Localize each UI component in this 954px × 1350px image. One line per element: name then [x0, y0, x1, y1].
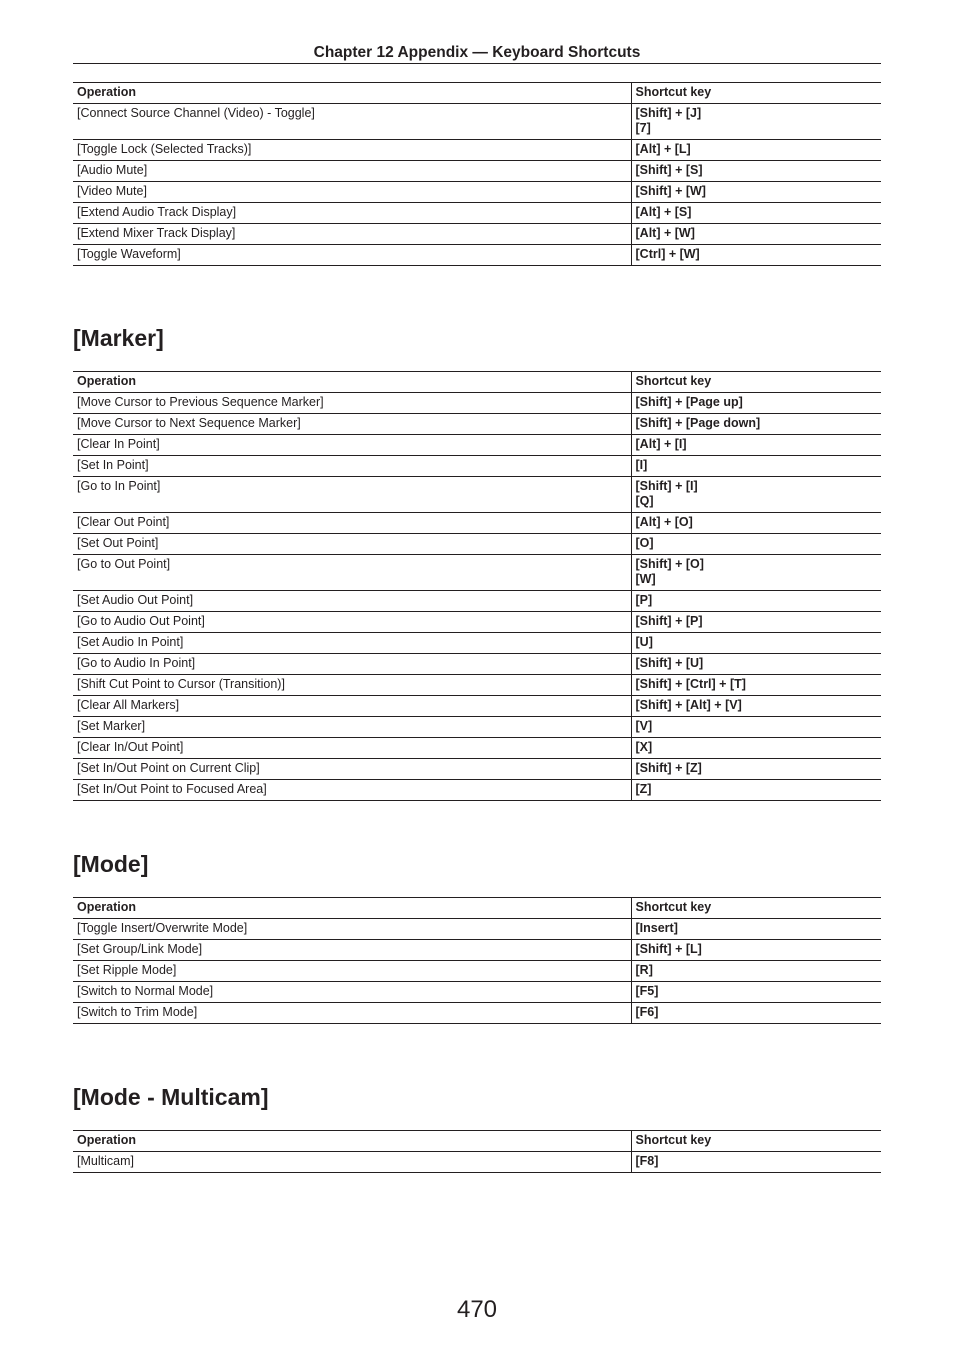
operation-cell: [Multicam] [73, 1152, 631, 1173]
operation-cell: [Go to Audio In Point] [73, 654, 631, 675]
table-row [73, 161, 881, 182]
shortcut-key: [U] [635, 635, 653, 649]
table-row [73, 780, 881, 801]
operation-cell: [Toggle Waveform] [73, 245, 631, 266]
operation-cell: [Set In/Out Point to Focused Area] [73, 780, 631, 801]
operation-column-header: Operation [73, 898, 631, 919]
shortcut-cell [631, 477, 881, 513]
shortcut-cell [631, 717, 881, 738]
operation-cell: [Connect Source Channel (Video) - Toggle] [73, 104, 631, 140]
table-row [73, 717, 881, 738]
operation-column-header: Operation [73, 372, 631, 393]
section-title-mode: [Mode] [73, 851, 149, 877]
shortcut-key: [Shift] + [Ctrl] + [T] [635, 677, 746, 691]
shortcut-column-header: Shortcut key [631, 898, 881, 919]
shortcut-key: [Shift] + [I] [635, 479, 698, 493]
shortcut-key: [Shift] + [Page up] [635, 395, 743, 409]
table-row [73, 919, 881, 940]
shortcut-cell [631, 759, 881, 780]
shortcut-cell [631, 982, 881, 1003]
table-row [73, 982, 881, 1003]
shortcut-key: [X] [635, 740, 653, 754]
table-row [73, 393, 881, 414]
table-row [73, 633, 881, 654]
table-row [73, 591, 881, 612]
operation-cell: [Switch to Trim Mode] [73, 1003, 631, 1024]
table-row [73, 696, 881, 717]
operation-cell: [Set Ripple Mode] [73, 961, 631, 982]
shortcut-cell [631, 182, 881, 203]
table-row [73, 1003, 881, 1024]
operation-cell: [Extend Mixer Track Display] [73, 224, 631, 245]
shortcut-key: [F5] [635, 984, 659, 998]
table-row [73, 654, 881, 675]
table-row [73, 759, 881, 780]
table-row [73, 961, 881, 982]
shortcut-cell [631, 1152, 881, 1173]
shortcut-cell [631, 393, 881, 414]
shortcut-column-header: Shortcut key [631, 372, 881, 393]
operation-cell: [Toggle Lock (Selected Tracks)] [73, 140, 631, 161]
chapter-header: Chapter 12 Appendix — Keyboard Shortcuts [73, 44, 881, 64]
table-row [73, 140, 881, 161]
table-row [73, 203, 881, 224]
shortcut-key: [Shift] + [Page down] [635, 416, 761, 430]
operation-cell: [Audio Mute] [73, 161, 631, 182]
shortcut-key: [Z] [635, 782, 652, 796]
shortcut-cell [631, 245, 881, 266]
shortcut-cell [631, 513, 881, 534]
shortcut-key: [Alt] + [L] [635, 142, 691, 156]
operation-cell: [Clear Out Point] [73, 513, 631, 534]
operation-cell: [Toggle Insert/Overwrite Mode] [73, 919, 631, 940]
shortcut-key: [Shift] + [U] [635, 656, 704, 670]
shortcut-cell [631, 738, 881, 759]
shortcut-column-header: Shortcut key [631, 1131, 881, 1152]
shortcut-key: [Shift] + [P] [635, 614, 703, 628]
table-row [73, 224, 881, 245]
shortcut-key: [Alt] + [W] [635, 226, 695, 240]
shortcut-key: [Shift] + [L] [635, 942, 702, 956]
table-row [73, 104, 881, 140]
shortcut-cell [631, 435, 881, 456]
shortcut-cell [631, 104, 881, 140]
operation-cell: [Set Marker] [73, 717, 631, 738]
page-number: 470 [456, 1296, 498, 1323]
table-row [73, 555, 881, 591]
shortcut-key: [Ctrl] + [W] [635, 247, 700, 261]
shortcut-cell [631, 534, 881, 555]
table-row [73, 675, 881, 696]
shortcut-cell [631, 675, 881, 696]
shortcut-cell [631, 654, 881, 675]
shortcut-key: [Shift] + [Alt] + [V] [635, 698, 742, 712]
shortcut-key: [Q] [635, 494, 654, 508]
table-row [73, 414, 881, 435]
operation-cell: [Go to In Point] [73, 477, 631, 513]
operation-cell: [Move Cursor to Previous Sequence Marker] [73, 393, 631, 414]
shortcut-table-mode-multicam [73, 1130, 881, 1173]
operation-cell: [Clear In Point] [73, 435, 631, 456]
shortcut-key: [W] [635, 572, 656, 586]
table-row [73, 245, 881, 266]
shortcut-key: [Shift] + [S] [635, 163, 703, 177]
shortcut-key: [F8] [635, 1154, 659, 1168]
shortcut-cell [631, 1003, 881, 1024]
shortcut-cell [631, 555, 881, 591]
section-title-marker: [Marker] [73, 325, 164, 351]
operation-cell: [Shift Cut Point to Cursor (Transition)] [73, 675, 631, 696]
shortcut-key: [Alt] + [I] [635, 437, 687, 451]
table-row [73, 513, 881, 534]
table-row [73, 182, 881, 203]
operation-cell: [Set Group/Link Mode] [73, 940, 631, 961]
shortcut-key: [Shift] + [W] [635, 184, 706, 198]
table-row [73, 940, 881, 961]
operation-cell: [Video Mute] [73, 182, 631, 203]
table-header-row [73, 1131, 881, 1152]
operation-cell: [Set In Point] [73, 456, 631, 477]
section-title-mode-multicam: [Mode - Multicam] [73, 1084, 269, 1110]
operation-cell: [Clear All Markers] [73, 696, 631, 717]
shortcut-key: [V] [635, 719, 653, 733]
operation-cell: [Set Audio In Point] [73, 633, 631, 654]
operation-cell: [Set Out Point] [73, 534, 631, 555]
table-row [73, 612, 881, 633]
table-row [73, 456, 881, 477]
table-row [73, 1152, 881, 1173]
shortcut-cell [631, 161, 881, 182]
shortcut-table-track [73, 82, 881, 266]
operation-cell: [Go to Out Point] [73, 555, 631, 591]
operation-cell: [Set In/Out Point on Current Clip] [73, 759, 631, 780]
operation-cell: [Clear In/Out Point] [73, 738, 631, 759]
shortcut-key: [R] [635, 963, 653, 977]
shortcut-cell [631, 633, 881, 654]
shortcut-cell [631, 414, 881, 435]
shortcut-table-marker [73, 371, 881, 801]
operation-cell: [Switch to Normal Mode] [73, 982, 631, 1003]
table-row [73, 477, 881, 513]
shortcut-key: [Alt] + [S] [635, 205, 692, 219]
operation-cell: [Go to Audio Out Point] [73, 612, 631, 633]
table-header-row [73, 898, 881, 919]
shortcut-cell [631, 612, 881, 633]
operation-cell: [Extend Audio Track Display] [73, 203, 631, 224]
table-row [73, 534, 881, 555]
shortcut-table-mode [73, 897, 881, 1024]
operation-cell: [Set Audio Out Point] [73, 591, 631, 612]
table-row [73, 738, 881, 759]
shortcut-key: [P] [635, 593, 653, 607]
table-row [73, 435, 881, 456]
operation-column-header: Operation [73, 83, 631, 104]
operation-column-header: Operation [73, 1131, 631, 1152]
operation-cell: [Move Cursor to Next Sequence Marker] [73, 414, 631, 435]
shortcut-key: [7] [635, 121, 651, 135]
shortcut-key: [Shift] + [O] [635, 557, 704, 571]
shortcut-key: [F6] [635, 1005, 659, 1019]
shortcut-cell [631, 591, 881, 612]
shortcut-column-header: Shortcut key [631, 83, 881, 104]
shortcut-key: [Shift] + [J] [635, 106, 702, 120]
shortcut-key: [Alt] + [O] [635, 515, 693, 529]
shortcut-key: [O] [635, 536, 654, 550]
shortcut-cell [631, 203, 881, 224]
shortcut-cell [631, 140, 881, 161]
shortcut-key: [I] [635, 458, 648, 472]
shortcut-cell [631, 780, 881, 801]
shortcut-cell [631, 696, 881, 717]
shortcut-cell [631, 224, 881, 245]
shortcut-cell [631, 456, 881, 477]
shortcut-cell [631, 961, 881, 982]
table-header-row [73, 83, 881, 104]
shortcut-key: [Shift] + [Z] [635, 761, 702, 775]
shortcut-cell [631, 919, 881, 940]
shortcut-key: [Insert] [635, 921, 678, 935]
table-header-row [73, 372, 881, 393]
shortcut-cell [631, 940, 881, 961]
